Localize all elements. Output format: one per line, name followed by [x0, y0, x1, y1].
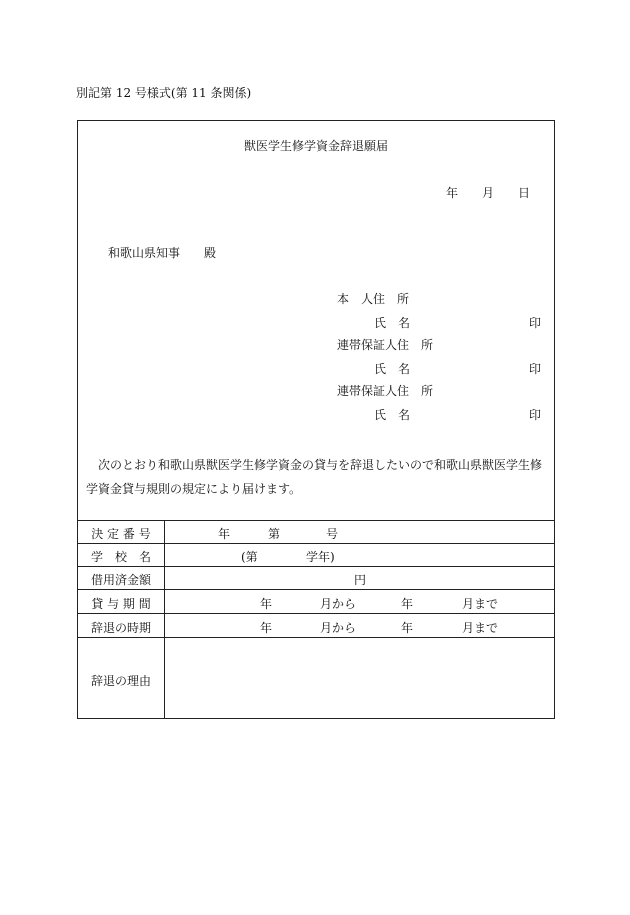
form-title: 獣医学生修学資金辞退願届 [243, 139, 388, 153]
principal-name-label: 氏 名 [374, 316, 411, 330]
principal-seal: 印 [529, 316, 542, 330]
guarantor2-seal: 印 [529, 408, 542, 422]
school-grade-open: (第 [241, 550, 258, 564]
guarantor2-address-label: 連帯保証人住 所 [337, 384, 434, 398]
table-row-label: 借用済金額 [90, 573, 151, 587]
date-month: 月 [482, 186, 495, 200]
decision-go: 号 [326, 527, 339, 541]
guarantor1-address-label: 連帯保証人住 所 [337, 338, 434, 352]
table-row-label: 辞退の時期 [90, 621, 151, 635]
loan-start-year: 年 [260, 597, 273, 611]
body-paragraph: 次のとおり和歌山県獣医学生修学資金の貸与を辞退したいので和歌山県獣医学生修学資金貸与規則の規定により届けます。 [86, 458, 543, 496]
table-column-divider [164, 520, 165, 719]
loan-start-month: 月から [320, 597, 357, 611]
table-row-label: 学 校 名 [90, 550, 151, 564]
decision-year: 年 [218, 527, 231, 541]
date-day: 日 [518, 186, 531, 200]
date-year: 年 [446, 186, 459, 200]
decision-dai: 第 [268, 527, 281, 541]
table-row-divider [78, 637, 554, 638]
table-row-divider [78, 613, 554, 614]
table-row-label: 辞退の理由 [90, 674, 151, 688]
principal-address-label: 本 人住 所 [337, 292, 410, 306]
table-row-divider [78, 589, 554, 590]
withdraw-end-month: 月まで [462, 621, 499, 635]
table-top-line [78, 520, 554, 521]
withdraw-start-month: 月から [320, 621, 357, 635]
form-reference: 別記第 12 号様式(第 11 条関係) [76, 86, 252, 100]
addressee: 和歌山県知事 殿 [108, 246, 217, 260]
table-row-divider [78, 566, 554, 567]
table-row-divider [78, 543, 554, 544]
loan-end-year: 年 [401, 597, 414, 611]
withdraw-end-year: 年 [401, 621, 414, 635]
school-grade-close: 学年) [306, 550, 335, 564]
loan-end-month: 月まで [462, 597, 499, 611]
withdraw-start-year: 年 [260, 621, 273, 635]
guarantor1-name-label: 氏 名 [374, 362, 411, 376]
table-row-label: 決 定 番 号 [91, 527, 151, 541]
guarantor2-name-label: 氏 名 [374, 408, 411, 422]
table-row-label: 貸 与 期 間 [91, 597, 151, 611]
amount-yen: 円 [354, 573, 367, 587]
form-frame [77, 120, 555, 719]
guarantor1-seal: 印 [529, 362, 542, 376]
